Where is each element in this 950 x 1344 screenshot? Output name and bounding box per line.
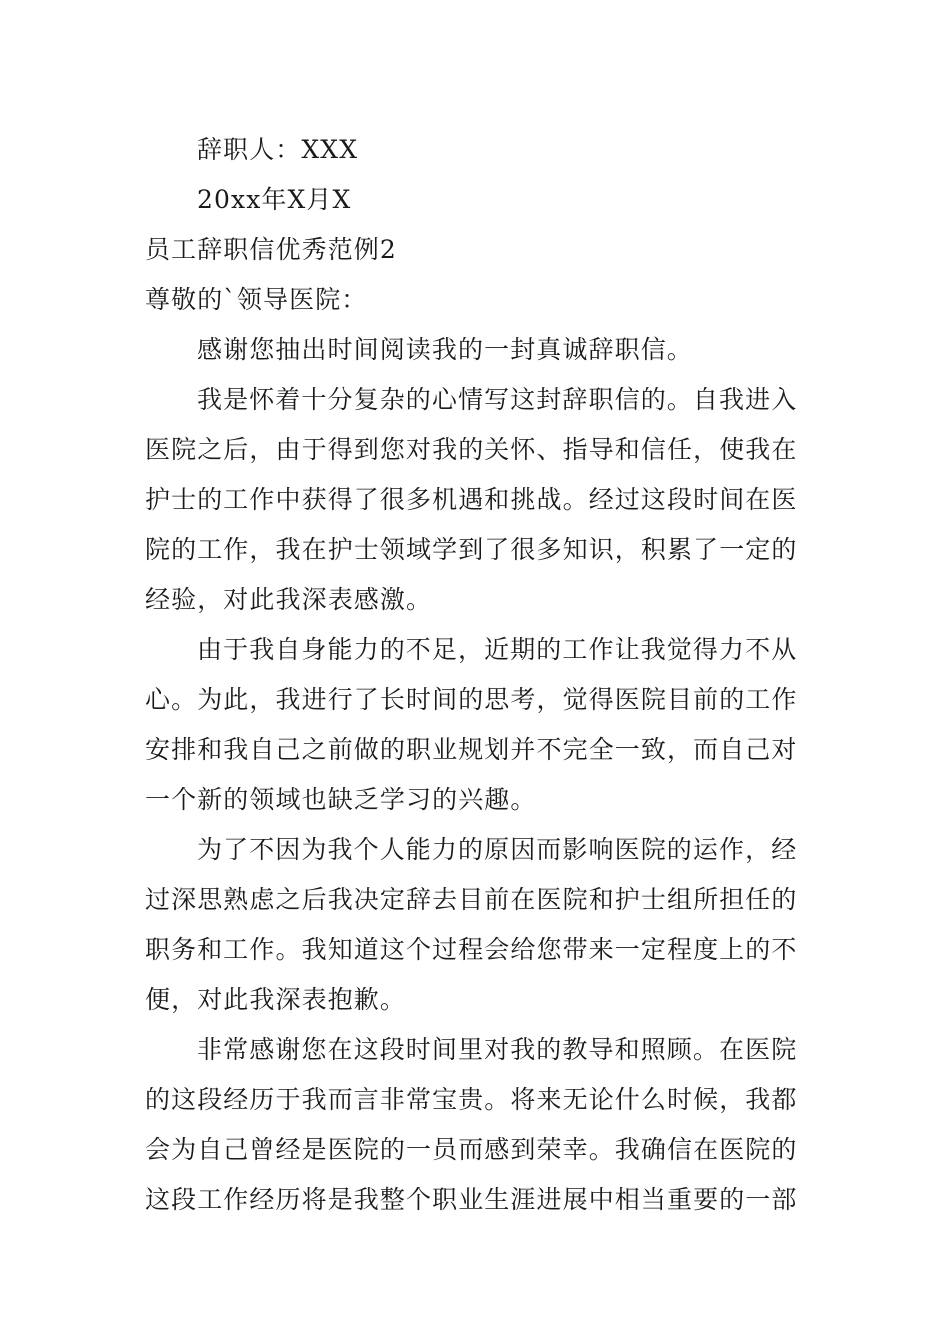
paragraph-line: 我是怀着十分复杂的心情写这封辞职信的。自我进入: [197, 385, 798, 414]
paragraph-line: 一个新的领域也缺乏学习的兴趣。: [145, 785, 537, 814]
paragraph-line: 这段工作经历将是我整个职业生涯进展中相当重要的一部: [145, 1185, 798, 1214]
paragraph-3: [145, 625, 810, 825]
paragraph-line: 非常感谢您在这段时间里对我的教导和照顾。在医院: [197, 1035, 798, 1064]
paragraph-line: 感谢您抽出时间阅读我的一封真诚辞职信。: [197, 335, 693, 364]
paragraph-2: [145, 375, 810, 625]
salutation: 尊敬的`领导医院：: [145, 285, 368, 314]
paragraph-line: 心。为此，我进行了长时间的思考，觉得医院目前的工作: [145, 685, 798, 714]
paragraph-line: 会为自己曾经是医院的一员而感到荣幸。我确信在医院的: [145, 1135, 798, 1164]
paragraph-line: 的这段经历于我而言非常宝贵。将来无论什么时候，我都: [145, 1085, 798, 1114]
paragraph-line: 院的工作，我在护士领域学到了很多知识，积累了一定的: [145, 535, 798, 564]
paragraph-line: 经验，对此我深表感激。: [145, 585, 433, 614]
paragraph-line: 过深思熟虑之后我决定辞去目前在医院和护士组所担任的: [145, 885, 798, 914]
paragraph-line: 护士的工作中获得了很多机遇和挑战。经过这段时间在医: [145, 485, 798, 514]
resigner-line: 辞职人：XXX: [197, 135, 359, 164]
paragraph-line: 安排和我自己之前做的职业规划并不完全一致，而自己对: [145, 735, 798, 764]
paragraph-5: [145, 1025, 810, 1225]
paragraph-1: [145, 325, 810, 375]
paragraph-line: 为了不因为我个人能力的原因而影响医院的运作，经: [197, 835, 798, 864]
paragraph-line: 职务和工作。我知道这个过程会给您带来一定程度上的不: [145, 935, 798, 964]
date-line: 20xx年X月X: [197, 185, 352, 214]
section-title: 员工辞职信优秀范例2: [145, 235, 397, 264]
document-body: [145, 125, 810, 1225]
paragraph-line: 医院之后，由于得到您对我的关怀、指导和信任，使我在: [145, 435, 798, 464]
paragraph-line: 由于我自身能力的不足，近期的工作让我觉得力不从: [197, 635, 798, 664]
paragraph-4: [145, 825, 810, 1025]
paragraph-line: 便，对此我深表抱歉。: [145, 985, 407, 1014]
